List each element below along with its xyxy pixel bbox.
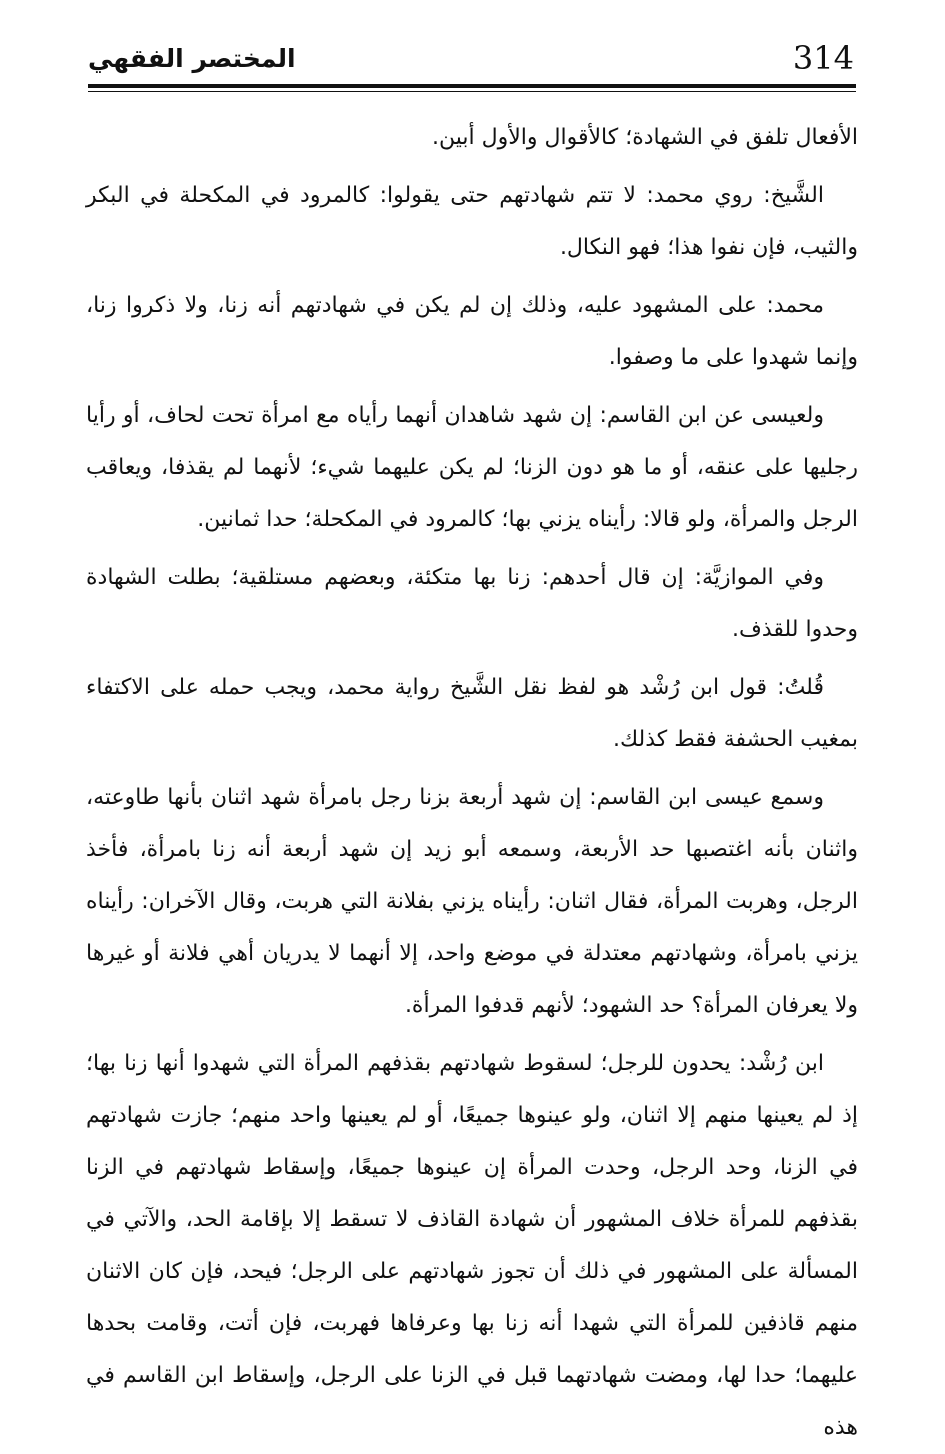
paragraph: الشَّيخ: روي محمد: لا تتم شهادتهم حتى يقولوا: كالمرود في المكحلة في البكر والثيب، فإن نفوا هذا؛ فهو النكال. <box>86 183 858 260</box>
paragraph: الأفعال تلفق في الشهادة؛ كالأقوال والأول أبين. <box>432 125 858 150</box>
header-rule-thin <box>88 91 856 92</box>
page-number: 314 <box>792 39 854 77</box>
paragraph: قُلتُ: قول ابن رُشْد هو لفظ نقل الشَّيخ رواية محمد، ويجب حمله على الاكتفاء بمغيب الحشفة فقط كذلك. <box>86 675 858 752</box>
paragraph: وفي الموازيَّة: إن قال أحدهم: زنا بها متكئة، وبعضهم مستلقية؛ بطلت الشهادة وحدوا للقذف. <box>86 565 858 642</box>
paragraph: ابن رُشْد: يحدون للرجل؛ لسقوط شهادتهم بقذفهم المرأة التي شهدوا أنها زنا بها؛ إذ لم يعينها منهم إلا اثنان، ولو عينوها جميعًا، أو لم يعينها واحد منهم؛ جازت شهادتهم في الزنا، وحد الرجل، وحدت المرأة إن عينوها جميعًا، وإسقاط شهادتهم في الزنا بقذفهم للمرأة خلاف المشهور أن شهادة القاذف لا تسقط إلا بإقامة الحد، والآتي في المسألة على المشهور في ذلك أن تجوز شهادتهم على الرجل؛ فيحد، فإن كان الاثنان منهم قاذفين للمرأة التي شهدا أنه زنا بها وعرفاها فهربت، فإن أتت، وقامت بحدها عليهما؛ حدا لها، ومضت شهادتهما قبل في الزنا على الرجل، وإسقاط ابن القاسم في هذه <box>86 1051 858 1440</box>
paragraph: محمد: على المشهود عليه، وذلك إن لم يكن في شهادتهم أنه زنا، ولا ذكروا زنا، وإنما شهدوا على ما وصفوا. <box>86 293 858 370</box>
body-text <box>86 112 858 1440</box>
header-rule-thick <box>88 84 856 88</box>
paragraph: وسمع عيسى ابن القاسم: إن شهد أربعة بزنا رجل بامرأة شهد اثنان بأنها طاوعته، واثنان بأنه اغتصبها حد الأربعة، وسمعه أبو زيد إن شهد أربعة أنه زنا بامرأة، فأخذ الرجل، وهربت المرأة، فقال اثنان: رأيناه يزني بفلانة التي هربت، وقال الآخران: رأيناه يزني بامرأة، وشهادتهم معتدلة في موضع واحد، إلا أنهما لا يدريان أهي فلانة أو غيرها ولا يعرفان المرأة؟ حد الشهود؛ لأنهم قدفوا المرأة. <box>86 785 858 1018</box>
running-title: المختصر الفقهي <box>88 44 296 73</box>
page-header <box>88 38 856 88</box>
paragraph: ولعيسى عن ابن القاسم: إن شهد شاهدان أنهما رأياه مع امرأة تحت لحاف، أو رأيا رجليها على عنقه، أو ما هو دون الزنا؛ لم يكن عليهما شيء؛ لأنهما لم يقذفا، ويعاقب الرجل والمرأة، ولو قالا: رأيناه يزني بها؛ كالمرود في المكحلة؛ حدا ثمانين. <box>86 403 858 532</box>
